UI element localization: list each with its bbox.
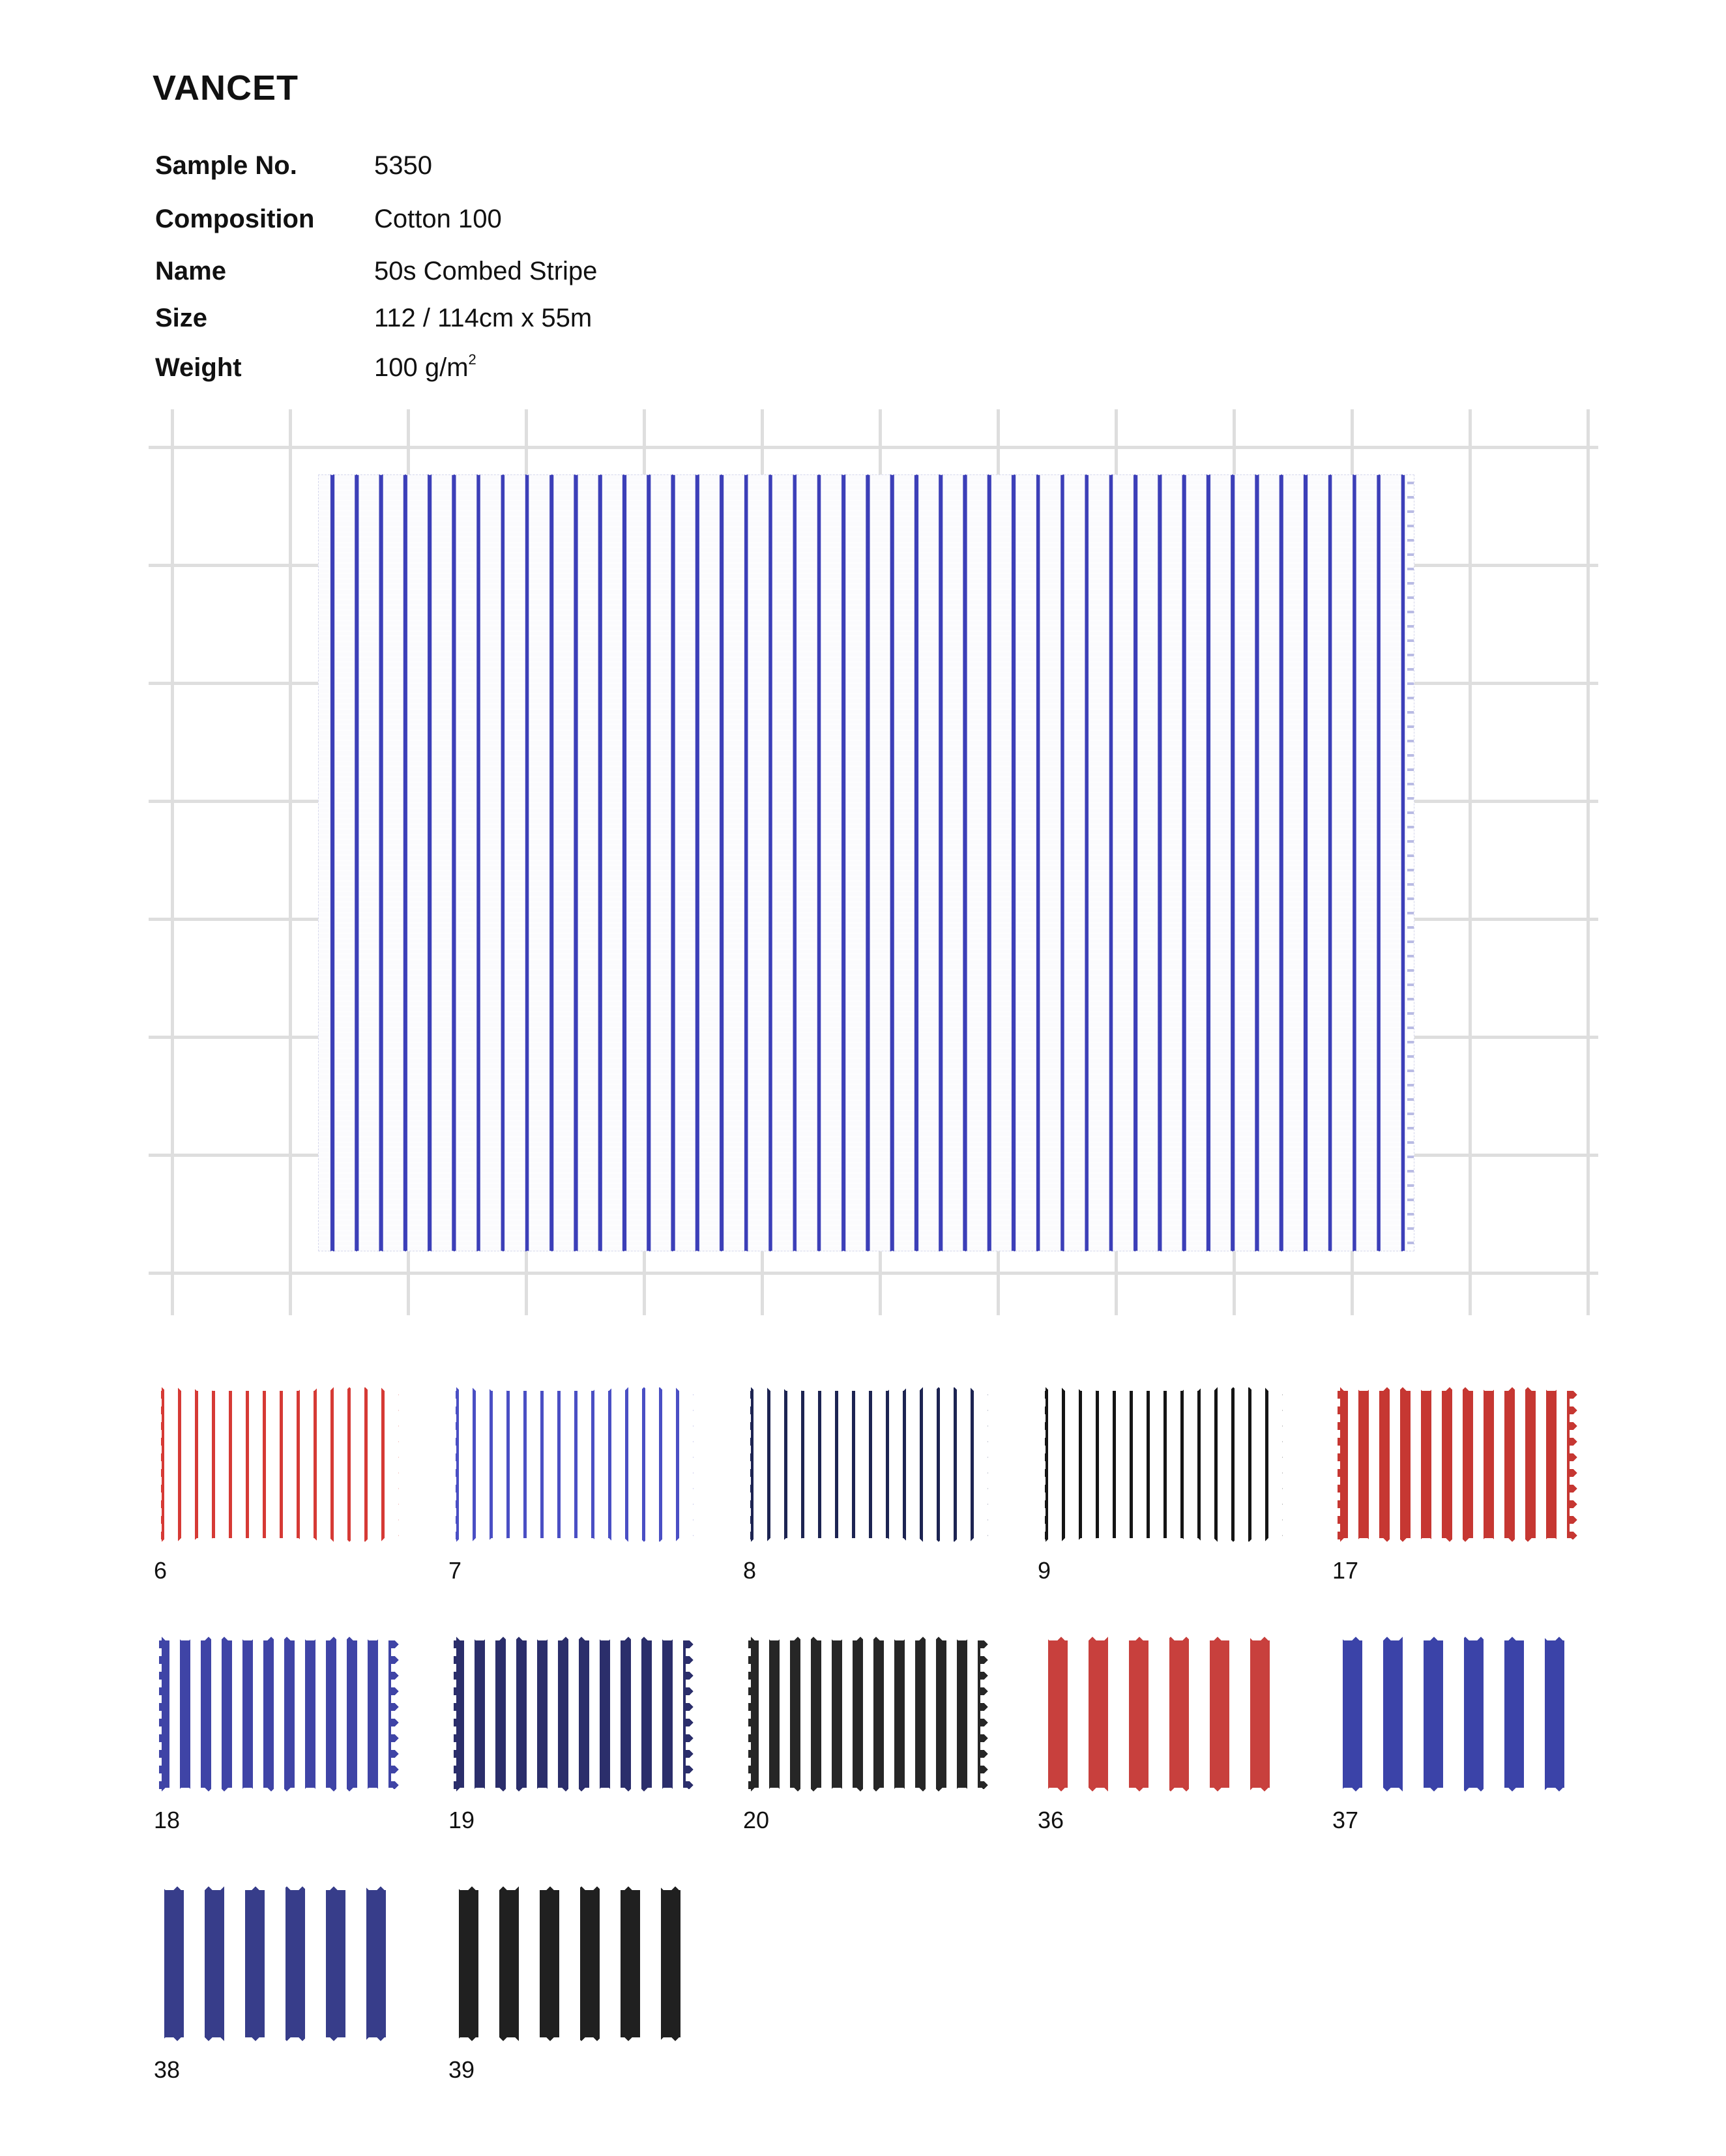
fabric-swatch <box>743 1383 988 1546</box>
spec-label: Sample No. <box>155 151 297 180</box>
fabric-swatch <box>1332 1633 1577 1796</box>
swatch-number: 38 <box>154 2056 181 2083</box>
fabric-swatch <box>448 1633 694 1796</box>
swatch-number: 17 <box>1332 1557 1359 1584</box>
spec-value: 50s Combed Stripe <box>374 257 598 285</box>
fabric-swatch <box>154 1383 399 1546</box>
swatch-number: 18 <box>154 1807 181 1833</box>
fabric-swatch <box>448 1383 694 1546</box>
spec-label: Weight <box>155 353 242 382</box>
fabric-swatch <box>448 1882 694 2045</box>
swatch-number: 20 <box>743 1807 770 1833</box>
spec-value <box>374 348 476 387</box>
fabric-swatch <box>1038 1633 1283 1796</box>
main-fabric-sample <box>318 474 1414 1251</box>
swatch-number: 19 <box>448 1807 475 1833</box>
fabric-swatch <box>1038 1383 1283 1546</box>
fabric-swatch <box>743 1633 988 1796</box>
weight-value: 100 g/m <box>374 353 469 382</box>
swatch-number: 8 <box>743 1557 757 1584</box>
spec-value: 5350 <box>374 151 432 180</box>
swatch-number: 37 <box>1332 1807 1359 1833</box>
spec-label: Size <box>155 304 208 332</box>
fabric-swatch <box>1332 1383 1577 1546</box>
weight-unit-superscript: 2 <box>468 351 476 368</box>
swatch-number: 7 <box>448 1557 462 1584</box>
spec-value: Cotton 100 <box>374 205 502 233</box>
fabric-selvedge-edge <box>1407 475 1414 1251</box>
swatch-number: 39 <box>448 2056 475 2083</box>
spec-label: Name <box>155 257 226 285</box>
swatch-number: 9 <box>1038 1557 1051 1584</box>
spec-value: 112 / 114cm x 55m <box>374 304 592 332</box>
brand-title: VANCET <box>153 68 299 108</box>
fabric-swatch <box>154 1882 399 2045</box>
swatch-number: 6 <box>154 1557 168 1584</box>
spec-label: Composition <box>155 205 315 233</box>
swatch-number: 36 <box>1038 1807 1064 1833</box>
fabric-swatch <box>154 1633 399 1796</box>
